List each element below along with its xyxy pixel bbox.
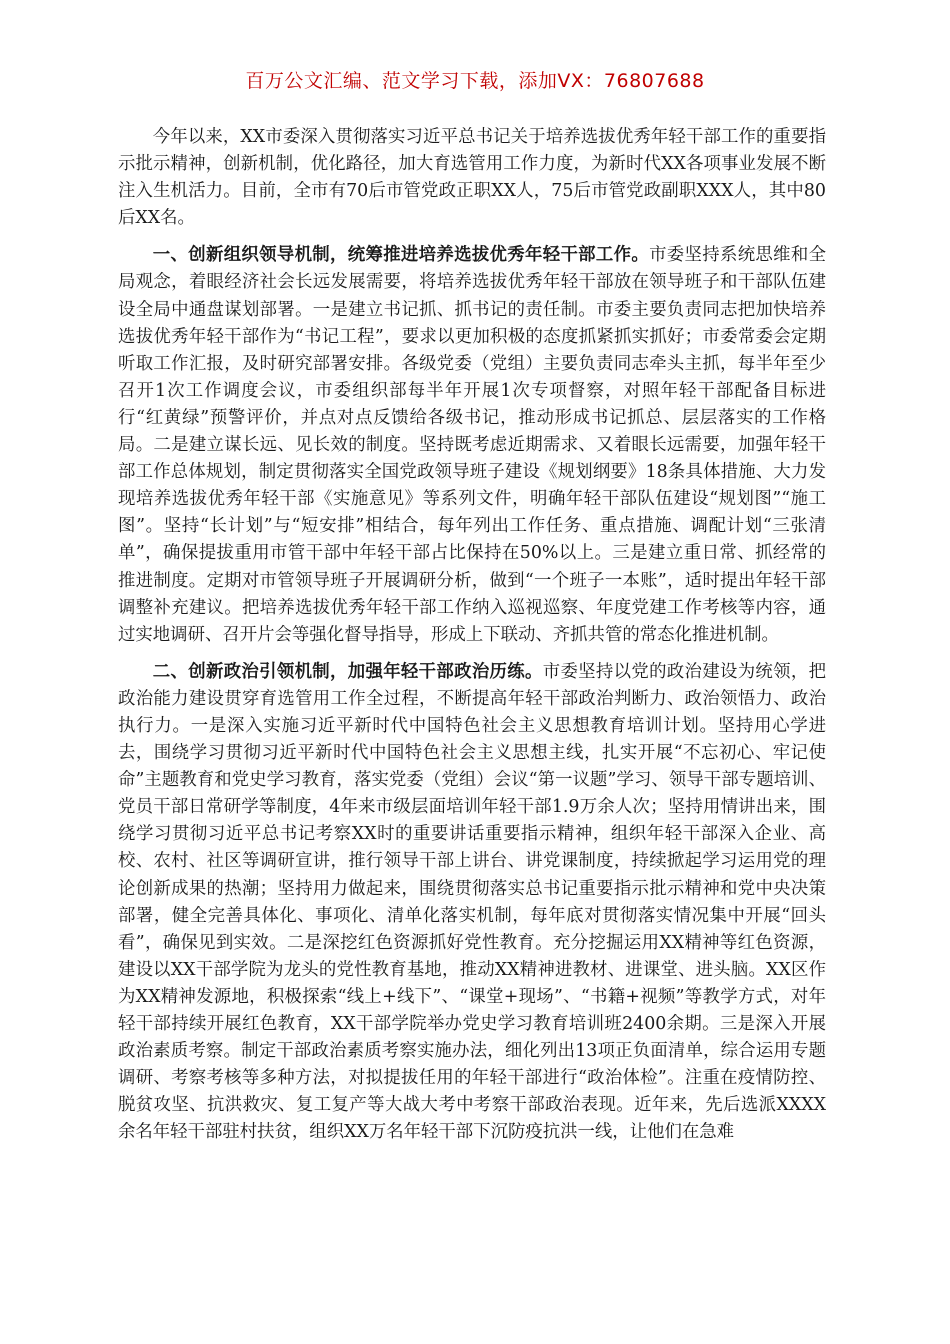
paragraph-section-2 xyxy=(118,659,826,1147)
section-heading: 二、创新政治引领机制，加强年轻干部政治历练。 xyxy=(152,661,543,682)
document-body xyxy=(118,124,826,1156)
paragraph-text: 市委坚持系统思维和全局观念，着眼经济社会长远发展需要，将培养选拔优秀年轻干部放在领导班子和干部队伍建设全局中通盘谋划部署。一是建立书记抓、抓书记的责任制。市委主要负责同志把加快培养选拔优秀年轻干部作为“书记工程”，要求以更加积极的态度抓紧抓实抓好；市委常委会定期听取工作汇报，及时研究部署安排。各级党委（党组）主要负责同志牵头主抓，每半年至少召开1次工作调度会议，市委组织部每半年开展1次专项督察，对照年轻干部配备目标进行“红黄绿”预警评价，并点对点反馈给各级书记，推动形成书记抓总、层层落实的工作格局。二是建立谋长远、见长效的制度。坚持既考虑近期需求、又着眼长远需要，加强年轻干部工作总体规划，制定贯彻落实全国党政领导班子建设《规划纲要》18条具体措施、大力发现培养选拔优秀年轻干部《实施意见》等系列文件，明确年轻干部队伍建设“规划图”“施工图”。坚持“长计划”与“短安排”相结合，每年列出工作任务、重点措施、调配计划“三张清单”，确保提拔重用市管干部中年轻干部占比保持在50%以上。三是建立重日常、抓经常的推进制度。定期对市管领导班子开展调研分析，做到“一个班子一本账”，适时提出年轻干部调整补充建议。把培养选拔优秀年轻干部工作纳入巡视巡察、年度党建工作考核等内容，通过实地调研、召开片会等强化督导指导，形成上下联动、齐抓共管的常态化推进机制。 xyxy=(118,245,826,645)
section-heading: 一、创新组织领导机制，统筹推进培养选拔优秀年轻干部工作。 xyxy=(152,245,650,266)
paragraph-section-1 xyxy=(118,242,826,648)
paragraph-text: 市委坚持以党的政治建设为统领，把政治能力建设贯穿育选管用工作全过程，不断提高年轻干部政治判断力、政治领悟力、政治执行力。一是深入实施习近平新时代中国特色社会主义思想教育培训计划。坚持用心学进去，围绕学习贯彻习近平新时代中国特色社会主义思想主线，扎实开展“不忘初心、牢记使命”主题教育和党史学习教育，落实党委（党组）会议“第一议题”学习、领导干部专题培训、党员干部日常研学等制度，4年来市级层面培训年轻干部1.9万余人次；坚持用情讲出来，围绕学习贯彻习近平总书记考察XX时的重要讲话重要指示精神，组织年轻干部深入企业、高校、农村、社区等调研宣讲，推行领导干部上讲台、讲党课制度，持续掀起学习运用党的理论创新成果的热潮；坚持用力做起来，围绕贯彻落实总书记重要指示批示精神和党中央决策部署，健全完善具体化、事项化、清单化落实机制，每年底对贯彻落实情况集中开展“回头看”，确保见到实效。二是深挖红色资源抓好党性教育。充分挖掘运用XX精神等红色资源，建设以XX干部学院为龙头的党性教育基地，推动XX精神进教材、进课堂、进头脑。XX区作为XX精神发源地，积极探索“线上+线下”、“课堂+现场”、“书籍+视频”等教学方式，对年轻干部持续开展红色教育，XX干部学院举办党史学习教育培训班2400余期。三是深入开展政治素质考察。制定干部政治素质考察实施办法，细化列出13项正负面清单，综合运用专题调研、考察考核等多种方法，对拟提拔任用的年轻干部进行“政治体检”。注重在疫情防控、脱贫攻坚、抗洪救灾、复工复产等大战大考中考察干部政治表现。近年来，先后选派XXXX余名年轻干部驻村扶贫，组织XX万名年轻干部下沉防疫抗洪一线，让他们在急难 xyxy=(118,661,826,1143)
paragraph-intro xyxy=(118,124,826,232)
header-banner: 百万公文汇编、范文学习下载，添加VX：76807688 xyxy=(245,70,705,92)
paragraph-text: 今年以来，XX市委深入贯彻落实习近平总书记关于培养选拔优秀年轻干部工作的重要指示批示精神，创新机制，优化路径，加大育选管用工作力度，为新时代XX各项事业发展不断注入生机活力。目前，全市有70后市管党政正职XX人，75后市管党政副职XXX人，其中80后XX名。 xyxy=(118,127,826,229)
